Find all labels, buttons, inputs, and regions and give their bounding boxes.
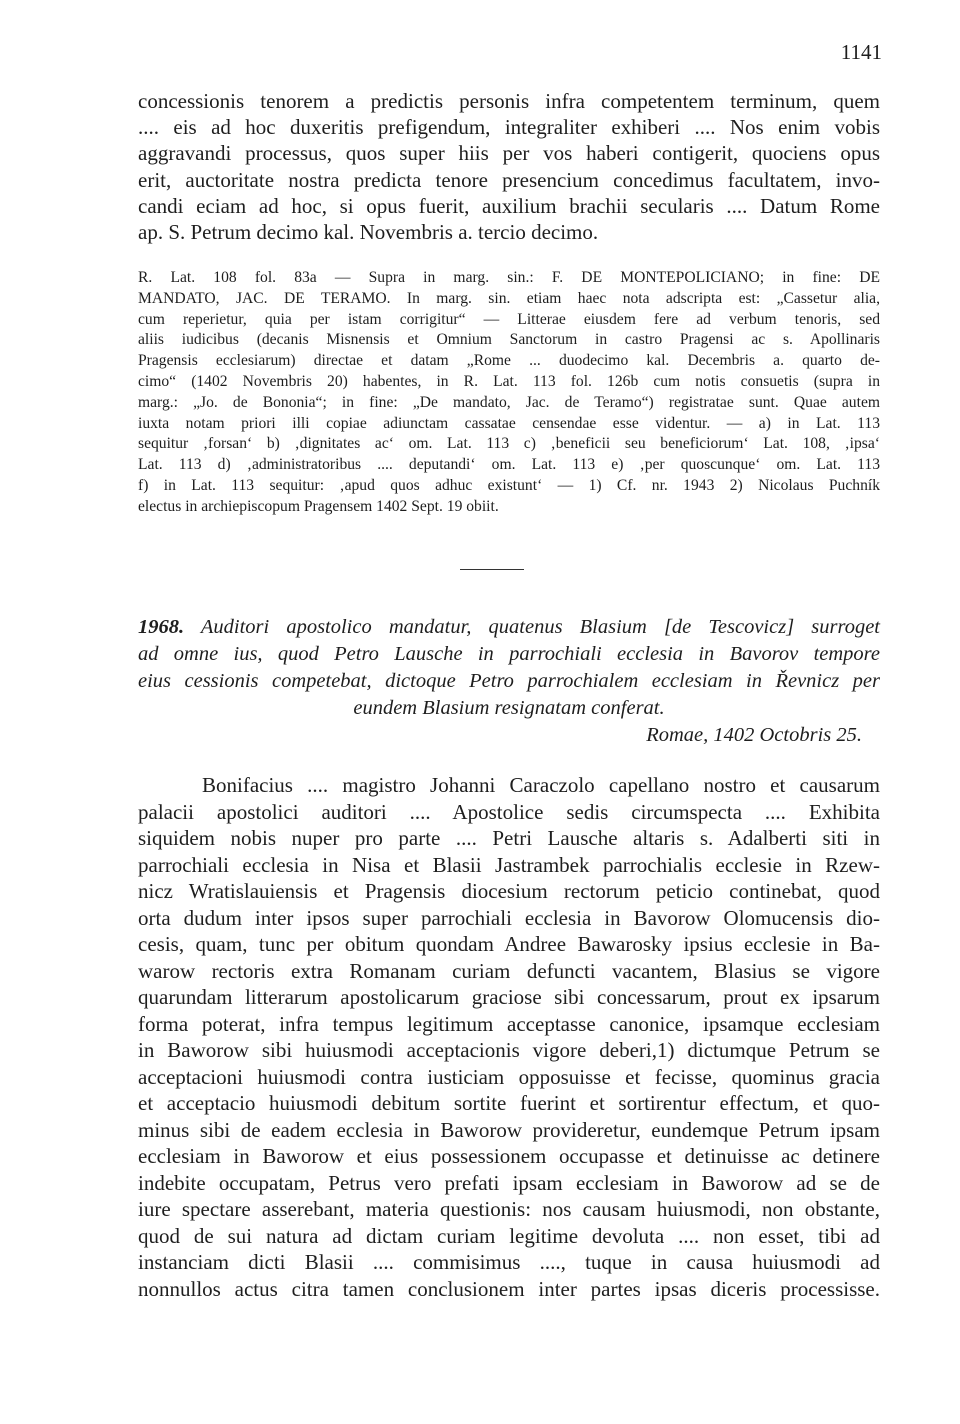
document-body (138, 772, 880, 1302)
footnotes (138, 268, 880, 518)
note-line: Pragensis ecclesiarum) directae et datam „Rome ... duodecimo kal. Decembris a. quarto de- (138, 352, 880, 370)
note-line: MANDATO, JAC. DE TERAMO. In marg. sin. etiam haec nota adscripta est: „Cassetur alia, (138, 289, 880, 307)
text-line: forma poterat, infra tempus legitimum acceptasse canonice, ipsamque ecclesiam (138, 1011, 880, 1036)
page-number: 1141 (840, 40, 882, 64)
note-line: Lat. 113 d) ‚administratoribus .... deputandi‘ om. Lat. 113 e) ‚per quoscunque‘ om. Lat. 113 (138, 456, 880, 474)
text-line: quod de sui natura ad dictam curiam legitime devoluta .... non esset, tibi ad (138, 1223, 880, 1248)
note-line: aliis iudicibus (decanis Misnensis et Omnium Sanctorum in castro Pragensi ac s. Apollinaris (138, 331, 880, 349)
heading-line: ad omne ius, quod Petro Lausche in parrochiali ecclesia in Bavorov tempore (138, 643, 880, 665)
text-line: siquidem nobis nuper pro parte .... Petri Lausche altaris s. Adalberti siti in (138, 826, 880, 850)
text-line: palacii apostolici auditori .... Apostolice sedis circumspecta .... Exhibita (138, 799, 880, 824)
place-date: Romae, 1402 Octobris 25. (646, 724, 862, 746)
note-line: cum reperietur, quia per istam corrigitur“ — Litterae eiusdem fere ad verbum tenoris, sed (138, 310, 880, 328)
text-line: iure spectare asserebant, materia questionis: nos causam huiusmodi, non obstante, (138, 1197, 880, 1221)
heading-line: eundem Blasium resignatam conferat. (353, 697, 665, 719)
heading-line: eius cessionis competebat, dictoque Petro parrochialem ecclesiam in Řevnicz per (138, 670, 880, 692)
note-line: cimo“ (1402 Novembris 20) habentes, in R. Lat. 113 fol. 126b cum notis consuetis (supra in (138, 372, 880, 390)
text-line: nonnullos actus citra tamen conclusionem inter partes ipsas diceris processisse. (138, 1276, 880, 1301)
text-line: instanciam dicti Blasii .... commisimus ...., tuque in causa huiusmodi ad (138, 1250, 880, 1274)
section-divider (460, 569, 524, 570)
text-line: concessionis tenorem a predictis personis infra competentem terminum, quem (138, 89, 880, 113)
text-line: ecclesiam in Baworow et eius possessionem occupasse et detinuisse ac detinere (138, 1144, 880, 1168)
text-line: acceptacioni huiusmodi contra iusticiam opposuisse et fecisse, quominus gracia (138, 1064, 880, 1089)
text-line: ap. S. Petrum decimo kal. Novembris a. tercio decimo. (138, 219, 599, 244)
note-line: iuxta notam priori illi copiae adiunctam cassatae censendae esse videntur. — a) in Lat. 113 (138, 414, 880, 432)
note-line: R. Lat. 108 fol. 83a — Supra in marg. sin.: F. DE MONTEPOLICIANO; in fine: DE (138, 269, 880, 286)
text-line: candi eciam ad hoc, si opus fuerit, auxilium brachii secularis .... Datum Rome (138, 193, 880, 218)
text-line: erit, auctoritate nostra predicta tenore presencium concedimus facultatem, invo- (138, 167, 880, 192)
document-number: 1968. (138, 616, 185, 638)
heading-line: Auditori apostolico mandatur, quatenus Blasium [de Tescovicz] surroget (200, 616, 880, 638)
document-heading (138, 614, 880, 749)
paragraph-continuation (138, 88, 880, 245)
text-line: aggravandi processus, quos super hiis per vos haberi contigerit, quociens opus (138, 141, 880, 166)
text-line: warow rectoris extra Romanam curiam defuncti vacantem, Blasius se vigore (138, 958, 880, 983)
text-line: parrochiali ecclesia in Nisa et Blasii Jastrambek parrochialis ecclesie in Rzew- (138, 852, 880, 877)
note-line: electus in archiepiscopum Pragensem 1402 Sept. 19 obiit. (138, 497, 499, 515)
text-line: cesis, quam, tunc per obitum quondam Andree Bawarosky ipsius ecclesie in Ba- (138, 932, 880, 956)
text-line: minus sibi de eadem ecclesia in Baworow provideretur, eundemque Petrum ipsam (138, 1117, 880, 1142)
text-line: quarundam litterarum apostolicarum graciose sibi concessarum, prout ex ipsarum (138, 985, 880, 1009)
text-line: et acceptacio huiusmodi debitum sortite fuerint et sortirentur effectum, et quo- (138, 1091, 880, 1115)
note-line: marg.: „Jo. de Bononia“; in fine: „De mandato, Jac. de Teramo“) registratae sunt. Quae autem (138, 393, 880, 411)
note-line: f) in Lat. 113 sequitur: ‚apud quos adhuc existunt‘ — 1) Cf. nr. 1943 2) Nicolaus Puchník (138, 476, 880, 494)
text-line: Bonifacius .... magistro Johanni Caraczolo capellano nostro et causarum (202, 773, 880, 797)
text-line: in Baworow sibi huiusmodi acceptacionis vigore deberi,1) dictumque Petrum se (138, 1038, 880, 1062)
note-line: sequitur ‚forsan‘ b) ‚dignitates ac‘ om. Lat. 113 c) ‚beneficii seu beneficiorum‘ Lat. 108, ‚ipsa‘ (138, 435, 880, 453)
text-line: orta dudum inter ipsos super parrochiali ecclesia in Bavorow Olomucensis dio- (138, 905, 880, 930)
text-line: nicz Wratislauiensis et Pragensis diocesium rectorum peticio continebat, quod (138, 879, 880, 903)
text-line: .... eis ad hoc duxeritis prefigendum, integraliter exhiberi .... Nos enim vobis (138, 115, 880, 140)
text-line: indebite occupatam, Petrus vero prefati ipsam ecclesiam in Baworow ad se de (138, 1170, 880, 1195)
